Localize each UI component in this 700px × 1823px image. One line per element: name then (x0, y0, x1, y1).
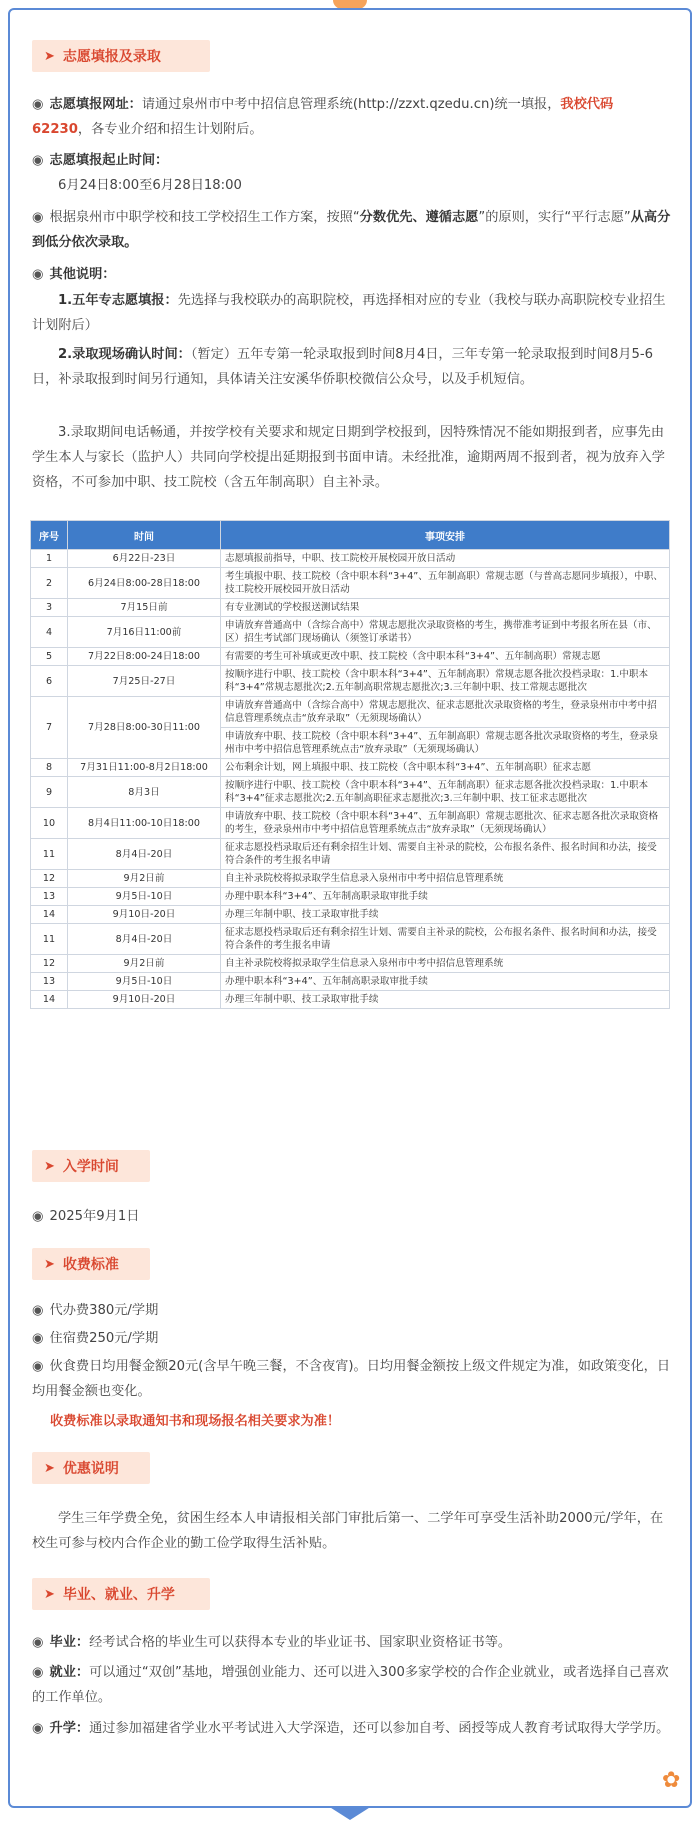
cell-time: 9月10日-20日 (68, 906, 221, 924)
arrow-icon: ➤ (44, 1158, 55, 1174)
section-title-text: 收费标准 (62, 1257, 119, 1273)
bullet-icon: ◉ (32, 1331, 44, 1346)
item3-text: 3.录取期间电话畅通，并按学校有关要求和规定日期到学校报到，因特殊情况不能如期报到者，应事先由学生本人与家长（监护人）共同向学校提出延期报到书面申请。未经批准，逾期两周不报到者，视为放弃入学资格，不可参加中职、技工院校（含五年制高职）自主补录。 (32, 425, 665, 490)
cell-task: 按顺序进行中职、技工院校（含中职本科“3+4”、五年制高职）征求志愿各批次投档录取：1.中职本科“3+4”征求志愿批次;2.五年制高职征求志愿批次;3.三年制中职、技工征求志愿批次 (221, 777, 670, 808)
cell-index: 5 (31, 648, 68, 666)
table-row (31, 888, 670, 906)
website-label: 志愿填报网址： (49, 97, 142, 112)
header-task: 事项安排 (221, 521, 670, 550)
cell-index: 13 (31, 888, 68, 906)
bullet-icon: ◉ (32, 1721, 44, 1736)
cell-time: 7月31日11:00-8月2日18:00 (68, 759, 221, 777)
fee-text-3: 伙食费日均用餐金额20元(含早午晚三餐，不含夜宵)。日均用餐金额按上级文件规定为准，如政策变化，日均用餐金额也变化。 (32, 1359, 671, 1399)
cell-task: 志愿填报前指导，中职、技工院校开展校园开放日活动 (221, 550, 670, 568)
cell-time: 6月24日8:00-28日18:00 (68, 568, 221, 599)
cell-task: 有专业测试的学校报送测试结果 (221, 599, 670, 617)
cell-index: 11 (31, 839, 68, 870)
table-row (31, 870, 670, 888)
fee-item-3 (32, 1354, 672, 1404)
table-row (31, 955, 670, 973)
cell-task: 办理中职本科“3+4”、五年制高职录取审批手续 (221, 888, 670, 906)
corner-decoration-icon: ✿ (662, 1768, 681, 1793)
cell-time: 7月16日11:00前 (68, 617, 221, 648)
section-title-apply (32, 40, 210, 72)
table-row (31, 759, 670, 777)
schedule-table (30, 520, 670, 1009)
fee-text-2: 住宿费250元/学期 (49, 1331, 159, 1346)
cell-time: 6月22日-23日 (68, 550, 221, 568)
table-row (31, 991, 670, 1009)
fee-item-2 (32, 1326, 672, 1351)
table-header-row (31, 521, 670, 550)
arrow-icon: ➤ (44, 1460, 55, 1476)
cell-index: 3 (31, 599, 68, 617)
cell-index: 4 (31, 617, 68, 648)
up-text: 通过参加福建省学业水平考试进入大学深造，还可以参加自考、函授等成人教育考试取得大学学历。 (89, 1721, 670, 1736)
table-row (31, 599, 670, 617)
job-label: 就业： (49, 1665, 90, 1680)
cell-index: 6 (31, 666, 68, 697)
cell-task: 征求志愿投档录取后还有剩余招生计划、需要自主补录的院校，公布报名条件、报名时间和办法，接受符合条件的考生报名申请 (221, 839, 670, 870)
job-text: 可以通过“双创”基地，增强创业能力、还可以进入300多家学校的合作企业就业，或者选择自己喜欢的工作单位。 (32, 1665, 669, 1705)
table-row (31, 568, 670, 599)
website-tail: ，各专业介绍和招生计划附后。 (77, 122, 263, 137)
header-index: 序号 (31, 521, 68, 550)
rule-bold-2: 从高分到低分依次录取。 (32, 210, 671, 250)
rule-paragraph (32, 205, 672, 255)
bullet-icon: ◉ (32, 210, 44, 225)
deadline-value: 6月24日8:00至6月28日18:00 (58, 178, 242, 193)
bullet-icon: ◉ (32, 1303, 44, 1318)
table-row (31, 777, 670, 808)
bullet-icon: ◉ (32, 1359, 44, 1374)
rule-text-1: 根据泉州市中职学校和技工学校招生工作方案，按照“ (49, 210, 360, 225)
cell-index: 14 (31, 906, 68, 924)
cell-time: 8月4日11:00-10日18:00 (68, 808, 221, 839)
up-paragraph (32, 1716, 672, 1741)
website-text: 请通过泉州市中考中招信息管理系统(http://zzxt.qzedu.cn)统一填报， (141, 97, 561, 112)
grad-text: 经考试合格的毕业生可以获得本专业的毕业证书、国家职业资格证书等。 (89, 1635, 512, 1650)
grad-label: 毕业： (49, 1635, 90, 1650)
section-title-fees (32, 1248, 150, 1280)
cell-time: 9月10日-20日 (68, 991, 221, 1009)
up-label: 升学： (49, 1721, 90, 1736)
cell-index: 10 (31, 808, 68, 839)
cell-task: 公布剩余计划，网上填报中职、技工院校（含中职本科“3+4”、五年制高职）征求志愿 (221, 759, 670, 777)
cell-task: 申请放弃中职、技工院校（含中职本科“3+4”、五年制高职）常规志愿各批次录取资格的考生，登录泉州市中考中招信息管理系统点击“放弃录取”（无须现场确认） (221, 728, 670, 759)
enroll-date-paragraph (32, 1204, 672, 1229)
table-row (31, 924, 670, 955)
cell-time: 9月2日前 (68, 870, 221, 888)
table-row (31, 617, 670, 648)
section-title-enroll (32, 1150, 150, 1182)
bullet-icon: ◉ (32, 267, 44, 282)
cell-time: 9月5日-10日 (68, 973, 221, 991)
cell-time: 9月2日前 (68, 955, 221, 973)
deadline-label: 志愿填报起止时间： (49, 153, 169, 168)
enroll-date: 2025年9月1日 (49, 1209, 140, 1224)
grad-paragraph (32, 1630, 672, 1655)
cell-task: 有需要的考生可补填或更改中职、技工院校（含中职本科“3+4”、五年制高职）常规志愿 (221, 648, 670, 666)
table-body (31, 550, 670, 1009)
section-title-text: 志愿填报及录取 (62, 49, 161, 65)
table-row (31, 973, 670, 991)
cell-index: 7 (31, 697, 68, 759)
rule-text-2: ”的原则，实行“平行志愿” (478, 210, 631, 225)
item2-text: （暂定）五年专第一轮录取报到时间8月4日，三年专第一轮录取报到时间8月5-6日，补录取报到时间另行通知，具体请关注安溪华侨职校微信公众号，以及手机短信。 (32, 347, 653, 387)
arrow-icon: ➤ (44, 1256, 55, 1272)
table-row (31, 839, 670, 870)
item1-label: 1.五年专志愿填报： (58, 293, 178, 308)
cell-time: 8月4日-20日 (68, 924, 221, 955)
table-row (31, 666, 670, 697)
cell-index: 12 (31, 955, 68, 973)
item2-paragraph (32, 342, 672, 392)
cell-task: 自主补录院校将拟录取学生信息录入泉州市中考中招信息管理系统 (221, 955, 670, 973)
table-row (31, 648, 670, 666)
section-title-text: 优惠说明 (62, 1461, 119, 1477)
cell-index: 1 (31, 550, 68, 568)
rule-bold-1: 分数优先、遵循志愿 (359, 210, 479, 225)
cell-task: 申请放弃普通高中（含综合高中）常规志愿批次、征求志愿批次录取资格的考生，登录泉州市中考中招信息管理系统点击“放弃录取”（无须现场确认） (221, 697, 670, 728)
bullet-icon: ◉ (32, 1635, 44, 1650)
section-title-discount (32, 1452, 150, 1484)
school-code: 我校代码62230 (32, 97, 614, 137)
cell-time: 7月25日-27日 (68, 666, 221, 697)
table-row (31, 697, 670, 728)
cell-index: 12 (31, 870, 68, 888)
cell-task: 办理三年制中职、技工录取审批手续 (221, 906, 670, 924)
cell-index: 14 (31, 991, 68, 1009)
fee-text-1: 代办费380元/学期 (49, 1303, 159, 1318)
cell-task: 办理中职本科“3+4”、五年制高职录取审批手续 (221, 973, 670, 991)
section-title-text: 入学时间 (62, 1159, 119, 1175)
item3-paragraph (32, 420, 672, 495)
cell-task: 申请放弃普通高中（含综合高中）常规志愿批次录取资格的考生，携带准考证到中考报名所在县（市、区）招生考试部门现场确认（须签订承诺书） (221, 617, 670, 648)
deadline-paragraph (32, 148, 672, 198)
table-row (31, 906, 670, 924)
arrow-icon: ➤ (44, 1586, 55, 1602)
other-label: 其他说明： (49, 267, 116, 282)
bullet-icon: ◉ (32, 1665, 44, 1680)
cell-task: 考生填报中职、技工院校（含中职本科“3+4”、五年制高职）常规志愿（与普高志愿同步填报），中职、技工院校开展校园开放日活动 (221, 568, 670, 599)
bullet-icon: ◉ (32, 1209, 44, 1224)
bottom-tab-decoration (328, 1806, 372, 1820)
cell-index: 13 (31, 973, 68, 991)
website-paragraph (32, 92, 672, 142)
cell-time: 8月4日-20日 (68, 839, 221, 870)
discount-paragraph (32, 1506, 672, 1556)
item1-text: 先选择与我校联办的高职院校，再选择相对应的专业（我校与联办高职院校专业招生计划附后） (32, 293, 666, 333)
cell-time: 7月22日8:00-24日18:00 (68, 648, 221, 666)
table-row (31, 550, 670, 568)
item2-label: 2.录取现场确认时间： (58, 347, 191, 362)
cell-task: 申请放弃中职、技工院校（含中职本科“3+4”、五年制高职）常规志愿批次、征求志愿各批次录取资格的考生，登录泉州市中考中招信息管理系统点击“放弃录取”（无须现场确认） (221, 808, 670, 839)
fee-item-1 (32, 1298, 672, 1323)
cell-task: 自主补录院校将拟录取学生信息录入泉州市中考中招信息管理系统 (221, 870, 670, 888)
discount-text: 学生三年学费全免，贫困生经本人申请报相关部门审批后第一、二学年可享受生活补助2000元/学年，在校生可参与校内合作企业的勤工俭学取得生活补贴。 (32, 1511, 664, 1551)
arrow-icon: ➤ (44, 48, 55, 64)
item1-paragraph (32, 288, 672, 338)
cell-task: 征求志愿投档录取后还有剩余招生计划、需要自主补录的院校，公布报名条件、报名时间和办法，接受符合条件的考生报名申请 (221, 924, 670, 955)
cell-index: 11 (31, 924, 68, 955)
section-title-career (32, 1578, 210, 1610)
cell-index: 2 (31, 568, 68, 599)
job-paragraph (32, 1660, 672, 1710)
bullet-icon: ◉ (32, 97, 44, 112)
cell-task: 办理三年制中职、技工录取审批手续 (221, 991, 670, 1009)
cell-index: 8 (31, 759, 68, 777)
cell-time: 7月15日前 (68, 599, 221, 617)
cell-time: 9月5日-10日 (68, 888, 221, 906)
fee-note: 收费标准以录取通知书和现场报名相关要求为准！ (50, 1414, 341, 1429)
cell-task: 按顺序进行中职、技工院校（含中职本科“3+4”、五年制高职）常规志愿各批次投档录取：1.中职本科“3+4”常规志愿批次;2.五年制高职常规志愿批次;3.三年制中职、技工常规志愿批次 (221, 666, 670, 697)
header-time: 时间 (68, 521, 221, 550)
cell-time: 8月3日 (68, 777, 221, 808)
bullet-icon: ◉ (32, 153, 44, 168)
table-row (31, 808, 670, 839)
cell-time: 7月28日8:00-30日11:00 (68, 697, 221, 759)
section-title-text: 毕业、就业、升学 (62, 1587, 175, 1603)
other-label-paragraph (32, 262, 672, 287)
cell-index: 9 (31, 777, 68, 808)
